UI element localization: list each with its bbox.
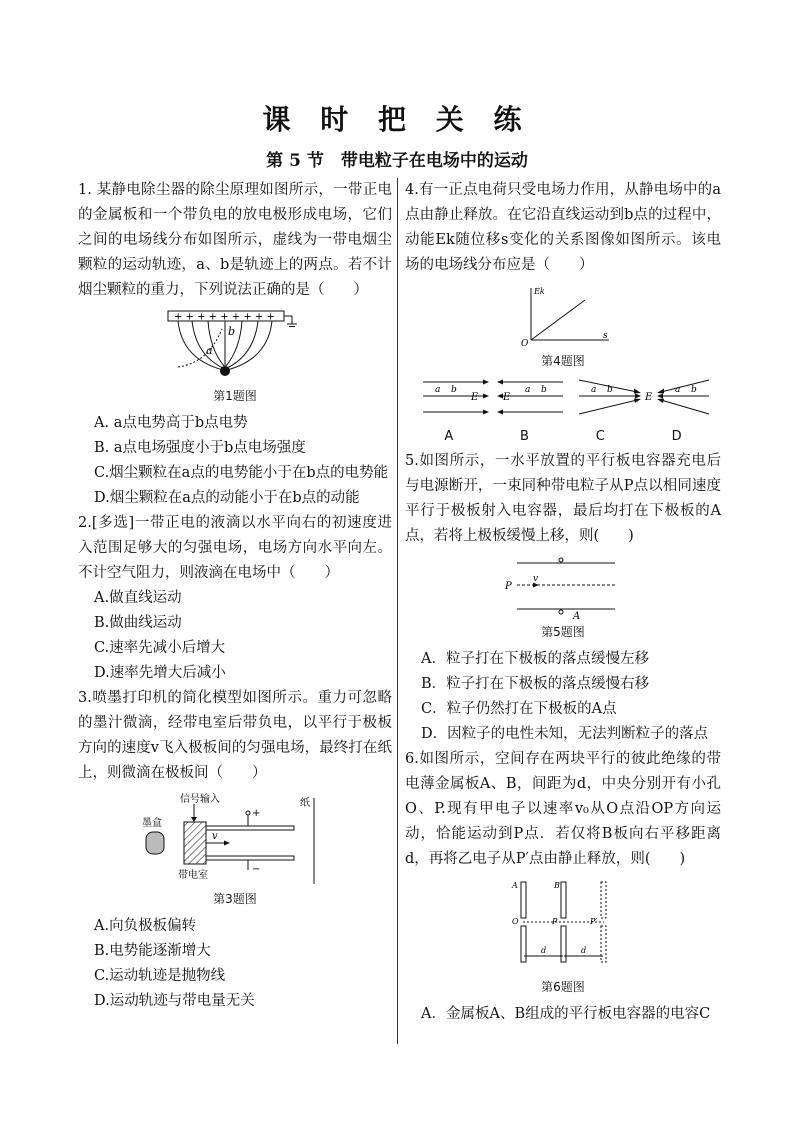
question-1-option-a: A. a点电势高于b点电势 xyxy=(94,415,248,431)
fig6-d-label-2: d xyxy=(581,946,587,955)
fig4c-a: a xyxy=(591,385,597,395)
fig6-pprime-label: P′ xyxy=(590,917,598,926)
question-5-stem: 5.如图所示，一水平放置的平行板电容器充电后与电源断开，一束同种带电粒子从P点以相同速度平行于极板射入电容器，最后均打在下极板的A点，若将上极板缓慢上移，则( ) xyxy=(405,453,721,544)
question-6-figure xyxy=(405,878,721,974)
fig3-signal-label: 信号输入 xyxy=(180,794,220,805)
question-4-graph xyxy=(405,284,721,348)
fig3-v-label: v xyxy=(212,831,218,842)
left-column xyxy=(78,178,392,1014)
fig4b-b: b xyxy=(541,385,547,395)
question-2-option-d: D.速率先增大后减小 xyxy=(94,665,226,681)
choice-label-b: B xyxy=(520,429,529,444)
fig6-b-label: B xyxy=(554,881,560,890)
question-3-stem: 3.喷墨打印机的简化模型如图所示。重力可忽略的墨汁微滴，经带电室后带负电，以平行于极板方向的速度v飞入极板间的匀强电场，最终打在纸上，则微滴在极板间（ ） xyxy=(78,690,392,781)
page-title: 课 时 把 关 练 xyxy=(262,103,532,136)
question-6-option-a: A．金属板A、B组成的平行板电容器的电容C xyxy=(421,1006,711,1022)
fig5-a-label: A xyxy=(573,611,581,619)
question-5-option-a: A．粒子打在下极板的落点缓慢左移 xyxy=(421,651,649,667)
question-3-option-c: C.运动轨迹是抛物线 xyxy=(94,968,226,984)
fig3-inkbox-label: 墨盒 xyxy=(142,818,162,829)
question-1-caption: 第1题图 xyxy=(213,389,257,403)
question-2-option-b: B.做曲线运动 xyxy=(94,615,182,631)
question-2-option-c: C.速率先减小后增大 xyxy=(94,640,226,656)
question-4-caption: 第4题图 xyxy=(541,354,585,368)
question-5-caption: 第5题图 xyxy=(541,625,585,639)
question-4-stem: 4.有一正点电荷只受电场力作用，从静电场中的a点由静止释放。在它沿直线运动到b点的过程中，动能Ek随位移s变化的关系图像如图所示。该电场的电场线分布应是（ ） xyxy=(405,182,721,273)
question-5-option-b: B．粒子打在下极板的落点缓慢右移 xyxy=(421,676,650,692)
choice-label-d: D xyxy=(671,429,682,444)
question-6-caption: 第6题图 xyxy=(541,980,585,994)
fig4b-a: a xyxy=(525,385,531,395)
fig4a-e: E xyxy=(471,392,479,403)
question-4-choice-labels xyxy=(405,424,721,449)
fig4c-e: E xyxy=(645,392,653,403)
fig4-ek-label: Ek xyxy=(534,287,545,296)
right-column xyxy=(405,178,721,1027)
question-3-figure xyxy=(78,792,392,886)
question-3-option-a: A.向负极板偏转 xyxy=(94,918,197,934)
fig1-plus-row: + + + + + + + + + xyxy=(174,311,275,323)
fig5-v-label: v xyxy=(533,574,539,584)
question-4-field-diagrams xyxy=(405,376,721,420)
question-3-caption: 第3题图 xyxy=(213,892,257,906)
fig3-plus: + xyxy=(252,808,261,819)
question-2-option-a: A.做直线运动 xyxy=(94,590,182,606)
fig4c-b: b xyxy=(607,385,613,395)
fig6-o-label: O xyxy=(512,917,519,926)
question-3-option-d: D.运动轨迹与带电量无关 xyxy=(94,993,255,1009)
fig5-p-label: P xyxy=(505,581,512,592)
fig4b-e: E xyxy=(503,392,511,403)
choice-label-c: C xyxy=(595,429,605,444)
fig1-label-b: b xyxy=(228,325,236,338)
fig4-s-label: s xyxy=(603,331,608,341)
fig3-paper-label: 纸 xyxy=(300,798,310,809)
question-1-option-d: D.烟尘颗粒在a点的动能小于在b点的动能 xyxy=(94,490,360,506)
question-1-option-c: C.烟尘颗粒在a点的电势能小于在b点的电势能 xyxy=(94,465,389,481)
question-1-stem: 1. 某静电除尘器的除尘原理如图所示，一带正电的金属板和一个带负电的放电极形成电场，它们之间的电场线分布如图所示，虚线为一带电烟尘颗粒的运动轨迹，a、b是轨迹上的两点。若不计烟尘颗粒的重力，下列说法正确的是（ ） xyxy=(78,182,392,298)
question-1-option-b: B. a点电场强度小于b点电场强度 xyxy=(94,440,306,456)
question-1-figure xyxy=(78,309,392,383)
fig6-a-label: A xyxy=(512,881,518,890)
fig4a-a: a xyxy=(435,385,441,395)
fig4a-b: b xyxy=(451,385,457,395)
fig4d-b: b xyxy=(691,385,697,395)
fig4-origin-label: O xyxy=(521,339,529,348)
fig3-chamber-label: 带电室 xyxy=(178,870,208,881)
fig6-p-label: P xyxy=(552,917,558,926)
fig3-minus: − xyxy=(252,864,261,875)
fig4d-a: a xyxy=(675,385,681,395)
section-subtitle: 第 5 节 带电粒子在电场中的运动 xyxy=(266,151,528,171)
fig6-d-label-1: d xyxy=(541,946,547,955)
question-3-option-b: B.电势能逐渐增大 xyxy=(94,943,211,959)
question-5-option-d: D．因粒子的电性未知，无法判断粒子的落点 xyxy=(421,726,709,742)
question-5-option-c: C．粒子仍然打在下极板的A点 xyxy=(421,701,617,717)
question-6-stem: 6.如图所示，空间存在两块平行的彼此绝缘的带电薄金属板A、B，间距为d，中央分别开有小孔O、P.现有甲电子以速率v₀从O点沿OP方向运动，恰能运动到P点．若仅将B板向右平移距离d，再将乙电子从P′点由静止释放，则( ) xyxy=(405,751,721,867)
column-divider xyxy=(397,178,398,1044)
fig1-label-a: a xyxy=(206,344,213,357)
question-5-figure xyxy=(405,555,721,619)
choice-label-a: A xyxy=(444,429,454,444)
question-2-stem: 2.[多选]一带正电的液滴以水平向右的初速度进入范围足够大的匀强电场，电场方向水平向左。不计空气阻力，则液滴在电场中（ ） xyxy=(78,515,392,581)
